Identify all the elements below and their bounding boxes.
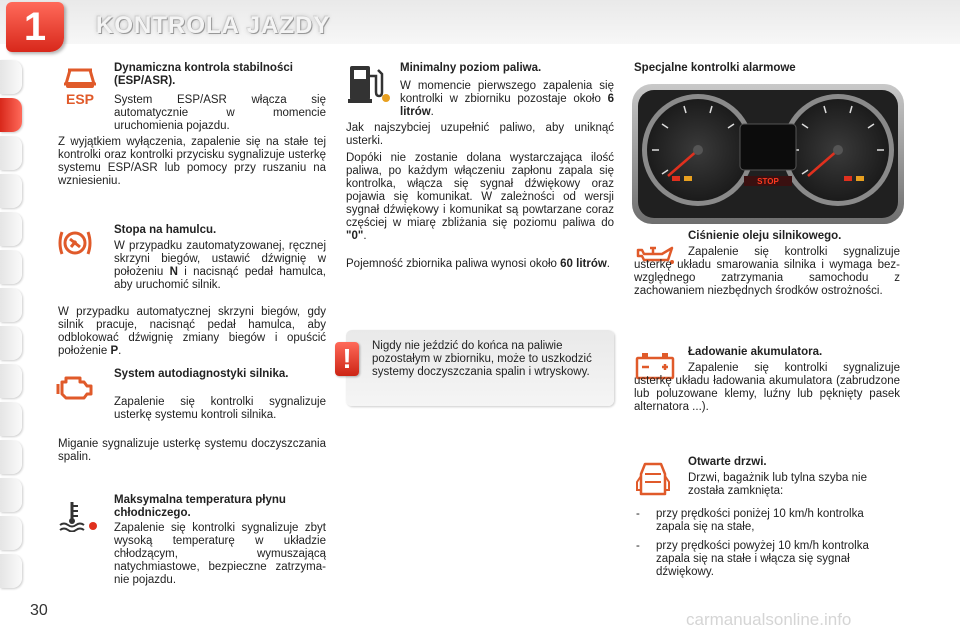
handbrake-text-1: W przypadku zautomatyzowanej, ręcznej skrzyni biegów, ustawić dźwignię w położeniu N i nacisnąć pedał hamulca, aby uruchomić silnik. (114, 240, 326, 291)
esp-title: Dynamiczna kontrola stabilności (ESP/ASR). (114, 62, 293, 87)
svg-text:ESP: ESP (65, 91, 95, 107)
cluster-stop-label: STOP (757, 177, 779, 186)
doors-title: Otwarte drzwi. (688, 456, 767, 468)
chapter-tab[interactable] (0, 478, 22, 512)
fuel-text-2: Jak najszybciej uzupełnić paliwo, aby uniknąć usterki. (346, 122, 614, 147)
esp-icon (60, 64, 100, 108)
chapter-number: 1 (6, 2, 64, 52)
open-doors-icon (636, 460, 670, 500)
chapter-tab[interactable] (0, 136, 22, 170)
chapter-tab[interactable] (0, 60, 22, 94)
chapter-tab[interactable] (0, 174, 22, 208)
battery-text: Zapalenie się kontrolki sygnalizuje usterkę układu ładowania akumulatora (zabrudzone lub poluzowane klemy, luźny lub pęknięty pasek alternatora ...). (634, 362, 900, 413)
selfdiag-title: System autodiagnostyki silnika. (114, 368, 289, 380)
fuel-text-3: Dopóki nie zostanie dolana wystarczająca ilość paliwa, po każdym włączeniu zapłonu zapala się kontrolka, włącza się sygnał dźwiękowy oraz pojawia się komunikat. W zależności od wersji sygnał dźwiękowy i komunikat są powtarzane coraz częściej w miarę zbliżania się poziomu paliwa do "0". (346, 152, 614, 242)
chapter-tab[interactable] (0, 212, 22, 246)
fuel-text-4: Pojemność zbiornika paliwa wynosi około 60 litrów. (346, 258, 610, 270)
engine-icon (56, 372, 94, 402)
page-number: 30 (30, 602, 48, 619)
chapter-tab[interactable] (0, 250, 22, 284)
handbrake-foot-icon (58, 228, 92, 258)
handbrake-title: Stopa na hamulcu. (114, 224, 217, 236)
chapter-tab[interactable] (0, 554, 22, 588)
selfdiag-text-2: Miganie sygnalizuje usterkę systemu doczyszczania spalin. (58, 438, 326, 463)
chapter-tab[interactable] (0, 516, 22, 550)
chapter-tab[interactable] (0, 288, 22, 322)
chapter-tab[interactable] (0, 364, 22, 398)
page-title: KONTROLA JAZDY (96, 12, 331, 39)
chapter-tab[interactable] (0, 402, 22, 436)
coolant-icon (56, 500, 98, 532)
watermark: carmanualsonline.info (686, 610, 852, 629)
esp-text-1: System ESP/ASR włącza się automatycznie w momencie uruchomienia pojazdu. (114, 94, 326, 132)
list-item: - przy prędkości poniżej 10 km/h kontrolka zapala się na stałe, (634, 508, 900, 534)
doors-text: Drzwi, bagażnik lub tylna szyba nie została zamknięta: (688, 472, 867, 497)
coolant-text: Zapalenie się kontrolki sygnalizuje zbyt wysoką temperaturę w układzie chłodzącym, wymuszającą natychmiastowe, bezpieczne zatrzymanie pojazdu. (114, 522, 326, 586)
battery-title: Ładowanie akumulatora. (688, 346, 823, 358)
handbrake-text-2: W przypadku automatycznej skrzyni biegów, gdy silnik pracuje, nacisnąć pedał hamulca, aby odblokować dźwignię zmiany biegów i opuścić położenie P. (58, 306, 326, 357)
doors-list (634, 508, 900, 585)
special-alarms-title: Specjalne kontrolki alarmowe (634, 62, 796, 74)
fuel-text-1: W momencie pierwszego zapalenia się kontrolki w zbiorniku pozostaje około 6 litrów. (400, 80, 614, 118)
oil-text: Zapalenie się kontrolki sygnalizuje usterkę układu smarowania silnika i wymaga bezwzględnego zatrzymania samochodu z zachowaniem niezbędnych środków ostrożności. (634, 246, 900, 297)
chapter-tab[interactable] (0, 326, 22, 360)
warning-icon: ! (335, 342, 359, 376)
esp-text-2: Z wyjątkiem wyłączenia, zapalenie się na stałe tej kontrolki oraz kontrolki przycisku sygnalizuje usterkę systemu ESP/ASR lub pomocy przy ruszaniu na wzniesieniu. (58, 136, 326, 187)
chapter-tab[interactable] (0, 440, 22, 474)
fuel-icon (346, 62, 392, 106)
fuel-title: Minimalny poziom paliwa. (400, 62, 542, 74)
list-item: - przy prędkości powyżej 10 km/h kontrolka zapala się na stałe i włącza się sygnał dźwiękowy. (634, 540, 900, 579)
selfdiag-text-1: Zapalenie się kontrolki sygnalizuje usterkę systemu kontroli silnika. (114, 396, 326, 421)
warning-text: Nigdy nie jeździć do końca na paliwie pozostałym w zbiorniku, może to uszkodzić systemy doczyszczania spalin i wtryskowy. (372, 340, 592, 378)
oil-title: Ciśnienie oleju silnikowego. (688, 230, 842, 242)
coolant-title: Maksymalna temperatura płynu chłodniczego. (114, 494, 286, 519)
chapter-tab-active[interactable] (0, 98, 22, 132)
instrument-cluster-image (632, 84, 904, 224)
